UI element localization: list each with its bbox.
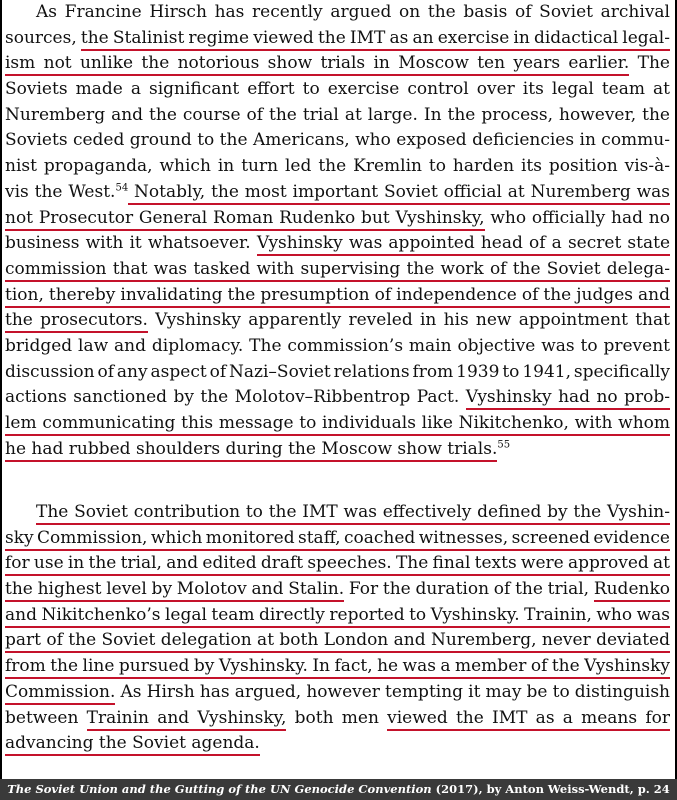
- underlined-text: The Soviet contribution to the IMT was effectively defined by the Vyshin-: [36, 502, 670, 525]
- underlined-text: viewed the IMT as a means for: [387, 708, 670, 731]
- underlined-text: Commission.: [5, 682, 115, 705]
- text-line: [2, 360, 675, 386]
- underlined-text: and Nikitchenko’s legal team directly reported to Vyshinsky. Trainin, who was: [5, 605, 670, 628]
- line-text: Soviets ceded ground to the Americans, who exposed deficiencies in commu-: [5, 130, 670, 151]
- text-line: [2, 577, 675, 603]
- line-text: Soviets made a significant effort to exercise control over its legal team at: [5, 79, 670, 100]
- text-line: [2, 628, 675, 654]
- line-text: The: [629, 53, 670, 74]
- caption-book-title: The Soviet Union and the Gutting of the UN Genocide Convention: [7, 782, 432, 796]
- text-line: [2, 385, 675, 411]
- text-line: [2, 26, 675, 52]
- underlined-text: commission that was tasked with supervising the work of the Soviet delega-: [5, 259, 670, 282]
- underlined-text: from the line pursued by Vyshinsky. In fact, he was a member of the Vyshinsky: [5, 656, 670, 679]
- text-line: [2, 128, 675, 154]
- underlined-text: ism not unlike the notorious show trials in Moscow ten years earlier.: [5, 53, 629, 76]
- text-line: [2, 526, 675, 552]
- text-line: [2, 411, 675, 437]
- text-line: [2, 706, 675, 732]
- underlined-text: not Prosecutor General Roman Rudenko but Vyshinsky,: [5, 208, 485, 231]
- underlined-text: sky Commission, which monitored staff, coached witnesses, screened evidence: [5, 528, 670, 551]
- line-text: As Hirsh has argued, however tempting it may be to distinguish: [115, 681, 670, 702]
- text-line: [2, 206, 675, 232]
- text-line: [2, 603, 675, 629]
- line-text: between: [5, 707, 87, 728]
- text-line: [2, 257, 675, 283]
- underlined-text: the highest level by Molotov and Stalin.: [5, 579, 344, 602]
- line-text: business with it whatsoever.: [5, 233, 257, 254]
- underlined-text: Notably, the most important Soviet official at Nuremberg was: [128, 182, 670, 205]
- text-line: [2, 0, 675, 26]
- underlined-text: Trainin and Vyshinsky,: [87, 708, 287, 731]
- underlined-text: Vyshinsky was appointed head of a secret state: [257, 233, 670, 256]
- line-text: vis the West.: [5, 181, 116, 202]
- text-line: [2, 654, 675, 680]
- underlined-text: he had rubbed shoulders during the Moscow show trials.: [5, 439, 497, 462]
- text-line: [2, 103, 675, 129]
- text-line: [2, 180, 675, 206]
- line-text: bridged law and diplomacy. The commission’s main objective was to prevent: [5, 335, 670, 356]
- underlined-text: the Stalinist regime viewed the IMT as an exercise in didactical legal-: [81, 28, 670, 51]
- underlined-text: Vyshinsky had no prob-: [466, 387, 670, 410]
- underlined-text: part of the Soviet delegation at both London and Nuremberg, never deviated: [5, 630, 670, 653]
- line-text: Nuremberg and the course of the trial at large. In the process, however, the: [5, 104, 670, 125]
- paragraph-2: [2, 500, 675, 757]
- text-line: [2, 334, 675, 360]
- text-line: [2, 77, 675, 103]
- underlined-text: advancing the Soviet agenda.: [5, 733, 260, 756]
- text-line: [2, 283, 675, 309]
- text-line: [2, 51, 675, 77]
- line-text: actions sanctioned by the Molotov–Ribbentrop Pact.: [5, 387, 466, 408]
- line-text: For the duration of the trial,: [344, 579, 594, 600]
- line-text: who officially had no: [484, 207, 670, 228]
- book-page: [2, 0, 675, 779]
- underlined-text: the prosecutors.: [5, 310, 148, 333]
- line-text: Vyshinsky apparently reveled in his new appointment that: [147, 310, 670, 331]
- line-text: both men: [286, 707, 388, 728]
- footnote-marker: 54: [115, 182, 129, 194]
- underlined-text: Rudenko: [594, 579, 670, 602]
- text-line: [2, 500, 675, 526]
- underlined-text: tion, thereby invalidating the presumption of independence of the judges and: [5, 285, 670, 308]
- underlined-text: for use in the trial, and edited draft speeches. The final texts were approved at: [5, 553, 670, 576]
- text-line: [2, 731, 675, 757]
- footnote-marker: 55: [497, 439, 511, 451]
- text-line: [2, 680, 675, 706]
- line-text: sources,: [5, 27, 81, 48]
- source-caption: [0, 779, 677, 800]
- line-text: nist propaganda, which in turn led the Kremlin to harden its position vis-à-: [5, 156, 670, 177]
- line-text: discussion of any aspect of Nazi–Soviet relations from 1939 to 1941, specifically: [5, 361, 670, 382]
- caption-citation: (2017), by Anton Weiss-Wendt, p. 24: [431, 782, 670, 796]
- line-text: As Francine Hirsch has recently argued on the basis of Soviet archival: [36, 2, 670, 22]
- text-line: [2, 231, 675, 257]
- text-line: [2, 308, 675, 334]
- text-line: [2, 154, 675, 180]
- text-line: [2, 551, 675, 577]
- text-line: [2, 437, 675, 463]
- paragraph-1: [2, 0, 675, 462]
- underlined-text: lem communicating this message to individuals like Nikitchenko, with whom: [5, 413, 670, 436]
